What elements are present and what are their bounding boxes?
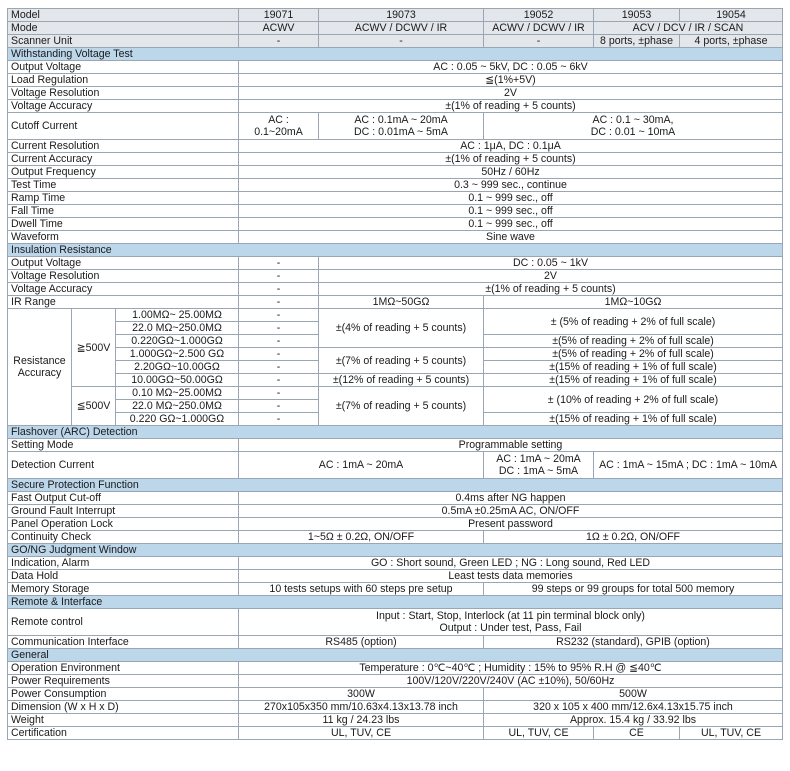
spec-table xyxy=(7,8,783,740)
row-label: Cutoff Current xyxy=(8,113,239,140)
row-label: Test Time xyxy=(8,179,239,192)
cutoff-19073-line1: AC : 0.1mA ~ 20mA xyxy=(354,114,448,126)
value-19071: - xyxy=(239,296,319,309)
spec-row xyxy=(8,257,783,270)
row-label: Ramp Time xyxy=(8,192,239,205)
row-label: Voltage Accuracy xyxy=(8,100,239,113)
section-title: General xyxy=(8,649,783,662)
row-value: AC : 0.05 ~ 5kV, DC : 0.05 ~ 6kV xyxy=(239,61,783,74)
cutoff-19073-line2: DC : 0.01mA ~ 5mA xyxy=(354,126,448,138)
row-label: Fall Time xyxy=(8,205,239,218)
dash-cell: - xyxy=(239,335,319,348)
mode-row xyxy=(8,22,783,35)
row-value: ±(1% of reading + 5 counts) xyxy=(239,100,783,113)
mode-19071: ACWV xyxy=(239,22,319,35)
row-value: 0.1 ~ 999 sec., off xyxy=(239,218,783,231)
row-label: Indication, Alarm xyxy=(8,557,239,570)
range-cell: 0.10 MΩ~25.00MΩ xyxy=(116,387,239,400)
dash-cell: - xyxy=(239,387,319,400)
spec-row xyxy=(8,205,783,218)
spec-row xyxy=(8,557,783,570)
acc-19052: ± (10% of reading + 2% of full scale) xyxy=(484,387,783,413)
range-cell: 1.000GΩ~2.500 GΩ xyxy=(116,348,239,361)
row-label: Scanner Unit xyxy=(8,35,239,48)
row-label: Output Voltage xyxy=(8,61,239,74)
cutoff-19052-19054 xyxy=(484,113,783,140)
value-19071: - xyxy=(239,270,319,283)
voltage-ge500: ≧500V xyxy=(72,309,116,387)
row-value: 2V xyxy=(239,87,783,100)
detection-current-row xyxy=(8,452,783,479)
row-label: Model xyxy=(8,9,239,22)
cutoff-19071 xyxy=(239,113,319,140)
row-label: Memory Storage xyxy=(8,583,239,596)
spec-row xyxy=(8,714,783,727)
acc-19073: ±(7% of reading + 5 counts) xyxy=(319,387,484,426)
remote-output-line: Output : Under test, Pass, Fail xyxy=(439,622,582,634)
acc-19052: ± (5% of reading + 2% of full scale) xyxy=(484,309,783,335)
spec-row xyxy=(8,505,783,518)
row-label: Weight xyxy=(8,714,239,727)
row-label: Dwell Time xyxy=(8,218,239,231)
row-value: 0.1 ~ 999 sec., off xyxy=(239,205,783,218)
acc-19073: ±(12% of reading + 5 counts) xyxy=(319,374,484,387)
section-insulation xyxy=(8,244,783,257)
value-19052-19054: 99 steps or 99 groups for total 500 memory xyxy=(484,583,783,596)
cutoff-19052-line2: DC : 0.01 ~ 10mA xyxy=(590,126,676,138)
row-label: Remote control xyxy=(8,609,239,636)
spec-row xyxy=(8,179,783,192)
row-value: 0.5mA ±0.25mA AC, ON/OFF xyxy=(239,505,783,518)
row-label: Data Hold xyxy=(8,570,239,583)
range-cell: 0.220GΩ~1.000GΩ xyxy=(116,335,239,348)
value-19053: CE xyxy=(594,727,680,740)
spec-row xyxy=(8,701,783,714)
model-19073: 19073 xyxy=(319,9,484,22)
row-value: GO : Short sound, Green LED ; NG : Long sound, Red LED xyxy=(239,557,783,570)
section-secure xyxy=(8,479,783,492)
remote-control-row xyxy=(8,609,783,636)
row-label: Power Requirements xyxy=(8,675,239,688)
section-title: Withstanding Voltage Test xyxy=(8,48,783,61)
row-value: 100V/120V/220V/240V (AC ±10%), 50/60Hz xyxy=(239,675,783,688)
row-value: AC : 1μA, DC : 0.1μA xyxy=(239,140,783,153)
value-19052-19054: 320 x 105 x 400 mm/12.6x4.13x15.75 inch xyxy=(484,701,783,714)
acc-19052: ±(15% of reading + 1% of full scale) xyxy=(484,374,783,387)
resistance-row xyxy=(8,374,783,387)
resistance-label-line2: Accuracy xyxy=(17,367,62,379)
row-value: 2V xyxy=(319,270,783,283)
section-gong xyxy=(8,544,783,557)
scanner-19073: - xyxy=(319,35,484,48)
voltage-le500: ≦500V xyxy=(72,387,116,426)
section-title: Secure Protection Function xyxy=(8,479,783,492)
value-19071-19073: 11 kg / 24.23 lbs xyxy=(239,714,484,727)
row-value: ≦(1%+5V) xyxy=(239,74,783,87)
row-label: Voltage Accuracy xyxy=(8,283,239,296)
range-cell: 22.0 MΩ~250.0MΩ xyxy=(116,400,239,413)
row-value: 50Hz / 60Hz xyxy=(239,166,783,179)
mode-19052: ACWV / DCWV / IR xyxy=(484,22,594,35)
spec-row xyxy=(8,688,783,701)
row-value: Sine wave xyxy=(239,231,783,244)
row-value: ±(1% of reading + 5 counts) xyxy=(319,283,783,296)
row-label: Voltage Resolution xyxy=(8,87,239,100)
acc-19052: ±(15% of reading + 1% of full scale) xyxy=(484,361,783,374)
resistance-accuracy-label xyxy=(8,309,72,426)
spec-row xyxy=(8,636,783,649)
row-value: 0.3 ~ 999 sec., continue xyxy=(239,179,783,192)
cutoff-19073 xyxy=(319,113,484,140)
row-value: Programmable setting xyxy=(239,439,783,452)
acc-19052: ±(5% of reading + 2% of full scale) xyxy=(484,335,783,348)
spec-row xyxy=(8,518,783,531)
spec-row xyxy=(8,140,783,153)
dash-cell: - xyxy=(239,400,319,413)
spec-row xyxy=(8,218,783,231)
row-value xyxy=(239,609,783,636)
range-cell: 1.00MΩ~ 25.00MΩ xyxy=(116,309,239,322)
value-19071-19073: 270x105x350 mm/10.63x4.13x13.78 inch xyxy=(239,701,484,714)
spec-row xyxy=(8,583,783,596)
detect-19073 xyxy=(484,452,594,479)
row-label: Mode xyxy=(8,22,239,35)
model-19053: 19053 xyxy=(594,9,680,22)
row-label: Continuity Check xyxy=(8,531,239,544)
dash-cell: - xyxy=(239,413,319,426)
acc-19052: ±(5% of reading + 2% of full scale) xyxy=(484,348,783,361)
mode-19073: ACWV / DCWV / IR xyxy=(319,22,484,35)
dash-cell: - xyxy=(239,374,319,387)
row-value: ±(1% of reading + 5 counts) xyxy=(239,153,783,166)
value-19071-19073: 300W xyxy=(239,688,484,701)
section-title: Insulation Resistance xyxy=(8,244,783,257)
resistance-label-line1: Resistance xyxy=(13,355,66,367)
mode-19053-19054: ACV / DCV / IR / SCAN xyxy=(594,22,783,35)
scanner-19054: 4 ports, ±phase xyxy=(680,35,783,48)
value-19071: - xyxy=(239,283,319,296)
range-cell: 2.20GΩ~10.00GΩ xyxy=(116,361,239,374)
spec-row xyxy=(8,87,783,100)
row-label: Current Resolution xyxy=(8,140,239,153)
scanner-19053: 8 ports, ±phase xyxy=(594,35,680,48)
row-value: Temperature : 0℃~40℃ ; Humidity : 15% to 95% R.H @ ≦40℃ xyxy=(239,662,783,675)
acc-19052: ±(15% of reading + 1% of full scale) xyxy=(484,413,783,426)
section-flashover xyxy=(8,426,783,439)
range-cell: 0.220 GΩ~1.000GΩ xyxy=(116,413,239,426)
value-19052-19054: RS232 (standard), GPIB (option) xyxy=(484,636,783,649)
resistance-row xyxy=(8,348,783,361)
remote-input-line: Input : Start, Stop, Interlock (at 11 pin terminal block only) xyxy=(376,610,645,622)
dash-cell: - xyxy=(239,348,319,361)
row-label: Fast Output Cut-off xyxy=(8,492,239,505)
resistance-row xyxy=(8,309,783,322)
row-label: Setting Mode xyxy=(8,439,239,452)
model-19054: 19054 xyxy=(680,9,783,22)
acc-19073: ±(4% of reading + 5 counts) xyxy=(319,309,484,348)
value-19052-19054: 1MΩ~10GΩ xyxy=(484,296,783,309)
detect-19073-line1: AC : 1mA ~ 20mA xyxy=(496,453,581,465)
row-label: Output Frequency xyxy=(8,166,239,179)
section-remote xyxy=(8,596,783,609)
row-label: Voltage Resolution xyxy=(8,270,239,283)
value-19052-19054: 500W xyxy=(484,688,783,701)
spec-row xyxy=(8,153,783,166)
spec-row xyxy=(8,270,783,283)
value-19052: UL, TUV, CE xyxy=(484,727,594,740)
cutoff-19052-line1: AC : 0.1 ~ 30mA, xyxy=(592,114,674,126)
value-19054: UL, TUV, CE xyxy=(680,727,783,740)
spec-row xyxy=(8,570,783,583)
row-label: Waveform xyxy=(8,231,239,244)
spec-row xyxy=(8,675,783,688)
spec-row xyxy=(8,231,783,244)
value-19052-19054: Approx. 15.4 kg / 33.92 lbs xyxy=(484,714,783,727)
model-row xyxy=(8,9,783,22)
detect-19073-line2: DC : 1mA ~ 5mA xyxy=(498,465,579,477)
spec-row xyxy=(8,531,783,544)
row-label: Dimension (W x H x D) xyxy=(8,701,239,714)
row-label: Panel Operation Lock xyxy=(8,518,239,531)
spec-row xyxy=(8,74,783,87)
dash-cell: - xyxy=(239,309,319,322)
row-value: Present password xyxy=(239,518,783,531)
section-title: Remote & Interface xyxy=(8,596,783,609)
scanner-19052: - xyxy=(484,35,594,48)
resistance-row xyxy=(8,387,783,400)
row-label: Ground Fault Interrupt xyxy=(8,505,239,518)
row-label: Communication Interface xyxy=(8,636,239,649)
dash-cell: - xyxy=(239,322,319,335)
spec-row xyxy=(8,283,783,296)
row-label: Detection Current xyxy=(8,452,239,479)
cutoff-19071-line2: 0.1~20mA xyxy=(254,126,303,138)
row-value: 0.4ms after NG happen xyxy=(239,492,783,505)
spec-row xyxy=(8,192,783,205)
row-label: Output Voltage xyxy=(8,257,239,270)
section-withstanding xyxy=(8,48,783,61)
spec-row xyxy=(8,492,783,505)
detect-19071: AC : 1mA ~ 20mA xyxy=(239,452,484,479)
cutoff-current-row xyxy=(8,113,783,140)
scanner-row xyxy=(8,35,783,48)
value-19052-19054: 1Ω ± 0.2Ω, ON/OFF xyxy=(484,531,783,544)
range-cell: 22.0 MΩ~250.0MΩ xyxy=(116,322,239,335)
spec-row xyxy=(8,727,783,740)
section-title: Flashover (ARC) Detection xyxy=(8,426,783,439)
detect-19052-19054: AC : 1mA ~ 15mA ; DC : 1mA ~ 10mA xyxy=(594,452,783,479)
value-19071-19073: 1~5Ω ± 0.2Ω, ON/OFF xyxy=(239,531,484,544)
row-value: DC : 0.05 ~ 1kV xyxy=(319,257,783,270)
value-19073: 1MΩ~50GΩ xyxy=(319,296,484,309)
spec-row xyxy=(8,100,783,113)
spec-row xyxy=(8,662,783,675)
range-cell: 10.00GΩ~50.00GΩ xyxy=(116,374,239,387)
value-19071: - xyxy=(239,257,319,270)
cutoff-19071-line1: AC : xyxy=(268,114,289,126)
model-19071: 19071 xyxy=(239,9,319,22)
value-19071-19073: RS485 (option) xyxy=(239,636,484,649)
model-19052: 19052 xyxy=(484,9,594,22)
row-label: Operation Environment xyxy=(8,662,239,675)
scanner-19071: - xyxy=(239,35,319,48)
dash-cell: - xyxy=(239,361,319,374)
spec-row xyxy=(8,296,783,309)
row-value: Least tests data memories xyxy=(239,570,783,583)
acc-19073: ±(7% of reading + 5 counts) xyxy=(319,348,484,374)
section-title: GO/NG Judgment Window xyxy=(8,544,783,557)
spec-row xyxy=(8,439,783,452)
value-19071-19073: UL, TUV, CE xyxy=(239,727,484,740)
section-general xyxy=(8,649,783,662)
row-label: IR Range xyxy=(8,296,239,309)
row-label: Current Accuracy xyxy=(8,153,239,166)
spec-row xyxy=(8,61,783,74)
row-label: Power Consumption xyxy=(8,688,239,701)
row-label: Certification xyxy=(8,727,239,740)
row-value: 0.1 ~ 999 sec., off xyxy=(239,192,783,205)
value-19071-19073: 10 tests setups with 60 steps pre setup xyxy=(239,583,484,596)
row-label: Load Regulation xyxy=(8,74,239,87)
spec-row xyxy=(8,166,783,179)
